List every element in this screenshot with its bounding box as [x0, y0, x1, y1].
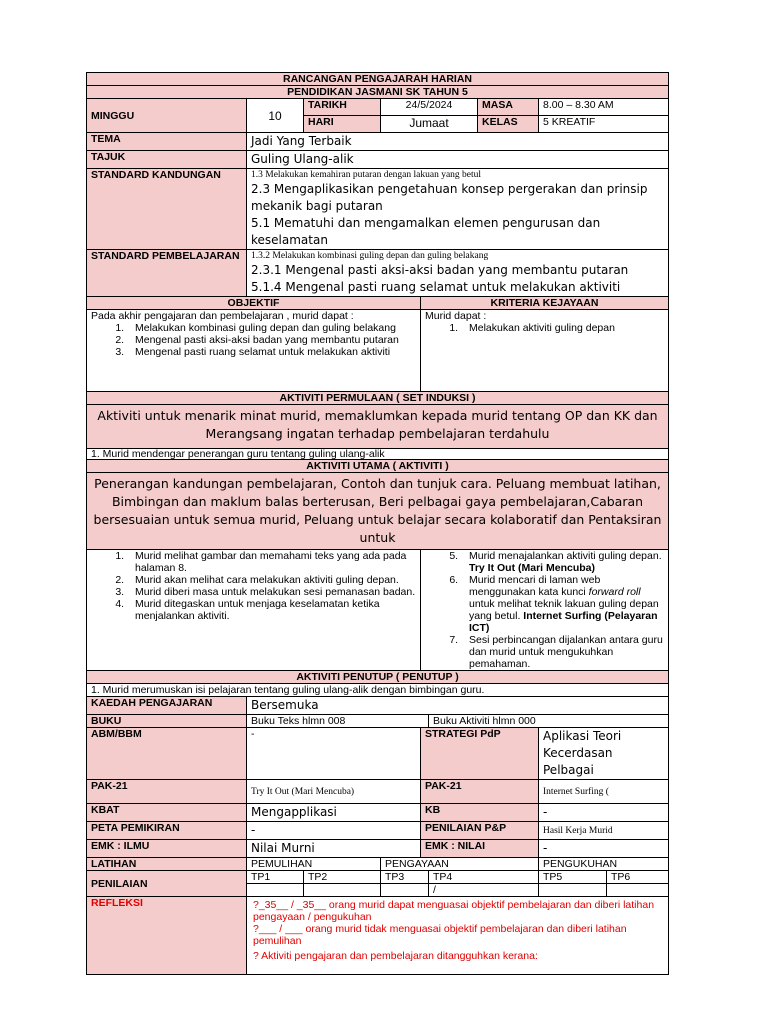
utama-right	[421, 550, 669, 671]
pak21-left-value: Try It Out (Mari Mencuba)	[247, 780, 421, 804]
utama-left-list	[91, 550, 416, 622]
latihan-option: PENGUKUHAN	[539, 858, 669, 871]
pak21-right-value: Internet Surfing (	[539, 780, 669, 804]
refleksi-label: REFLEKSI	[87, 897, 247, 975]
emk-ilmu-label: EMK : ILMU	[87, 840, 247, 858]
penutup-heading: AKTIVITI PENUTUP ( PENUTUP )	[87, 671, 669, 684]
tarikh-value: 24/5/2024	[381, 99, 478, 116]
permulaan-description: Aktiviti untuk menarik minat murid, memaklumkan kepada murid tentang OP dan KK dan Merangsang ingatan terhadap pembelajaran terdahulu	[87, 405, 669, 449]
sp-line-1: 1.3.2 Melakukan kombinasi guling depan dan guling belakang	[251, 251, 489, 261]
objektif-item: 2. Mengenal pasti aksi-aksi badan yang membantu putaran	[127, 334, 416, 346]
sk-content	[247, 169, 669, 250]
emk-ilmu-value: Nilai Murni	[247, 840, 421, 858]
minggu-value: 10	[247, 99, 304, 133]
kelas-label: KELAS	[478, 116, 539, 133]
tp-mark	[247, 884, 304, 897]
penilaian-label: PENILAIAN	[87, 871, 247, 897]
abm-value: -	[247, 728, 421, 780]
strategi-label: STRATEGI PdP	[421, 728, 539, 780]
penutup-step: 1. Murid merumuskan isi pelajaran tentang guling ulang-alik dengan bimbingan guru.	[87, 684, 669, 697]
utama-item: 1. Murid melihat gambar dan memahami teks yang ada pada halaman 8.	[127, 550, 416, 574]
tp-mark	[304, 884, 381, 897]
utama-item-5	[461, 550, 664, 574]
sk-label: STANDARD KANDUNGAN	[87, 169, 247, 250]
kbat-value: Mengapplikasi	[247, 804, 421, 822]
refleksi-content	[247, 897, 669, 975]
refleksi-line-1: ?_35__ / _35__ orang murid dapat menguasai objektif pembelajaran dan diberi latihan pengayaan / pengukuhan	[253, 899, 655, 923]
tp-level: TP1	[247, 871, 304, 884]
kaedah-label: KAEDAH PENGAJARAN	[87, 697, 247, 715]
objektif-item: 3. Mengenal pasti ruang selamat untuk melakukan aktiviti	[127, 346, 416, 358]
objektif-item: 1. Melakukan kombinasi guling depan dan guling belakang	[127, 322, 416, 334]
permulaan-heading: AKTIVITI PERMULAAN ( SET INDUKSI )	[87, 392, 669, 405]
strategi-value: Aplikasi Teori Kecerdasan Pelbagai	[539, 728, 669, 780]
tema-label: TEMA	[87, 133, 247, 151]
utama-item-6-italic: forward roll	[588, 586, 641, 598]
utama-item-6-bold: Internet Surfing (Pelayaran ICT)	[469, 610, 658, 634]
tajuk-value: Guling Ulang-alik	[247, 151, 669, 169]
permulaan-step: 1. Murid mendengar penerangan guru tentang guling ulang-alik	[87, 449, 669, 460]
utama-item: 3. Murid diberi masa untuk melakukan sesi pemanasan badan.	[127, 586, 416, 598]
header-subtitle: PENDIDIKAN JASMANI SK TAHUN 5	[87, 86, 669, 99]
tp4-mark: /	[429, 884, 539, 897]
minggu-label: MINGGU	[87, 99, 247, 133]
utama-item: 4. Murid ditegaskan untuk menjaga keselamatan ketika menjalankan aktiviti.	[127, 598, 416, 622]
refleksi-line-3: ? Aktiviti pengajaran dan pembelajaran ditangguhkan kerana:	[253, 950, 538, 962]
sp-label: STANDARD PEMBELAJARAN	[87, 250, 247, 297]
tp-level: TP2	[304, 871, 381, 884]
tp-level: TP5	[539, 871, 607, 884]
tp-level: TP6	[607, 871, 669, 884]
utama-right-list	[425, 550, 664, 670]
latihan-option: PEMULIHAN	[247, 858, 381, 871]
kb-value: -	[539, 804, 669, 822]
utama-item-6	[461, 574, 664, 634]
tp-mark	[539, 884, 607, 897]
kriteria-content	[421, 310, 669, 392]
sp-line-3: 5.1.4 Mengenal pasti ruang selamat untuk melakukan aktiviti	[251, 280, 621, 294]
tp-mark	[381, 884, 429, 897]
abm-label: ABM/BBM	[87, 728, 247, 780]
utama-item: 2. Murid akan melihat cara melakukan aktiviti guling depan.	[127, 574, 416, 586]
buku-teks: Buku Teks hlmn 008	[247, 715, 429, 728]
utama-heading: AKTIVITI UTAMA ( AKTIVITI )	[87, 460, 669, 473]
emk-nilai-value: -	[539, 840, 669, 858]
sp-line-2: 2.3.1 Mengenal pasti aksi-aksi badan yang membantu putaran	[251, 263, 629, 277]
kriteria-item: 1. Melakukan aktiviti guling depan	[461, 322, 664, 334]
latihan-option: PENGAYAAN	[381, 858, 539, 871]
tp-mark	[607, 884, 669, 897]
penilaian-pp-label: PENILAIAN P&P	[421, 822, 539, 840]
utama-item-7: 7. Sesi perbincangan dijalankan antara guru dan murid untuk mengukuhkan pemahaman.	[461, 634, 664, 670]
sp-content	[247, 250, 669, 297]
rph-table	[86, 72, 669, 975]
objektif-list	[91, 322, 416, 358]
utama-left	[87, 550, 421, 671]
peta-value: -	[247, 822, 421, 840]
kelas-value: 5 KREATIF	[539, 116, 669, 133]
kriteria-list	[425, 322, 664, 334]
emk-nilai-label: EMK : NILAI	[421, 840, 539, 858]
objektif-intro: Pada akhir pengajaran dan pembelajaran , murid dapat :	[91, 310, 354, 322]
peta-label: PETA PEMIKIRAN	[87, 822, 247, 840]
utama-description: Penerangan kandungan pembelajaran, Contoh dan tunjuk cara. Peluang membuat latihan, Bimbingan dan maklum balas berterusan, Beri pelbagai gaya pembelajaran,Cabaran bersesuaian untuk semua murid, Peluang untuk belajar secara kolaboratif dan Pentaksiran untuk	[87, 473, 669, 550]
tema-value: Jadi Yang Terbaik	[247, 133, 669, 151]
kriteria-heading: KRITERIA KEJAYAAN	[421, 297, 669, 310]
buku-aktiviti: Buku Aktiviti hlmn 000	[429, 715, 669, 728]
pak21-right-label: PAK-21	[421, 780, 539, 804]
sk-line-2: 2.3 Mengaplikasikan pengetahuan konsep pergerakan dan prinsip mekanik bagi putaran	[251, 182, 648, 213]
latihan-label: LATIHAN	[87, 858, 247, 871]
objektif-heading: OBJEKTIF	[87, 297, 421, 310]
utama-item-6-post: untuk melihat teknik lakuan guling depan yang betul.	[469, 598, 659, 622]
kb-label: KB	[421, 804, 539, 822]
sk-line-3: 5.1 Mematuhi dan mengamalkan elemen pengurusan dan keselamatan	[251, 216, 601, 247]
tp-level: TP4	[429, 871, 539, 884]
tp-level: TP3	[381, 871, 429, 884]
sk-line-1: 1.3 Melakukan kemahiran putaran dengan lakuan yang betul	[251, 170, 482, 180]
kaedah-value: Bersemuka	[247, 697, 669, 715]
masa-label: MASA	[478, 99, 539, 116]
tarikh-label: TARIKH	[304, 99, 381, 116]
kriteria-intro: Murid dapat :	[425, 310, 487, 322]
utama-item-5-bold: Try It Out (Mari Mencuba)	[469, 562, 596, 574]
hari-label: HARI	[304, 116, 381, 133]
masa-value: 8.00 – 8.30 AM	[539, 99, 669, 116]
objektif-content	[87, 310, 421, 392]
kbat-label: KBAT	[87, 804, 247, 822]
header-title: RANCANGAN PENGAJARAH HARIAN	[87, 73, 669, 86]
tajuk-label: TAJUK	[87, 151, 247, 169]
utama-item-6-pre: Murid mencari di laman web menggunakan kata kunci	[469, 574, 601, 598]
refleksi-line-2: ?___ / ___ orang murid tidak menguasai objektif pembelajaran dan diberi latihan pemulihan	[253, 923, 627, 947]
penilaian-pp-value: Hasil Kerja Murid	[539, 822, 669, 840]
hari-value: Jumaat	[381, 116, 478, 133]
pak21-label: PAK-21	[87, 780, 247, 804]
utama-item-5-text: Murid menajalankan aktiviti guling depan.	[469, 550, 662, 562]
rph-sheet	[86, 72, 668, 975]
buku-label: BUKU	[87, 715, 247, 728]
